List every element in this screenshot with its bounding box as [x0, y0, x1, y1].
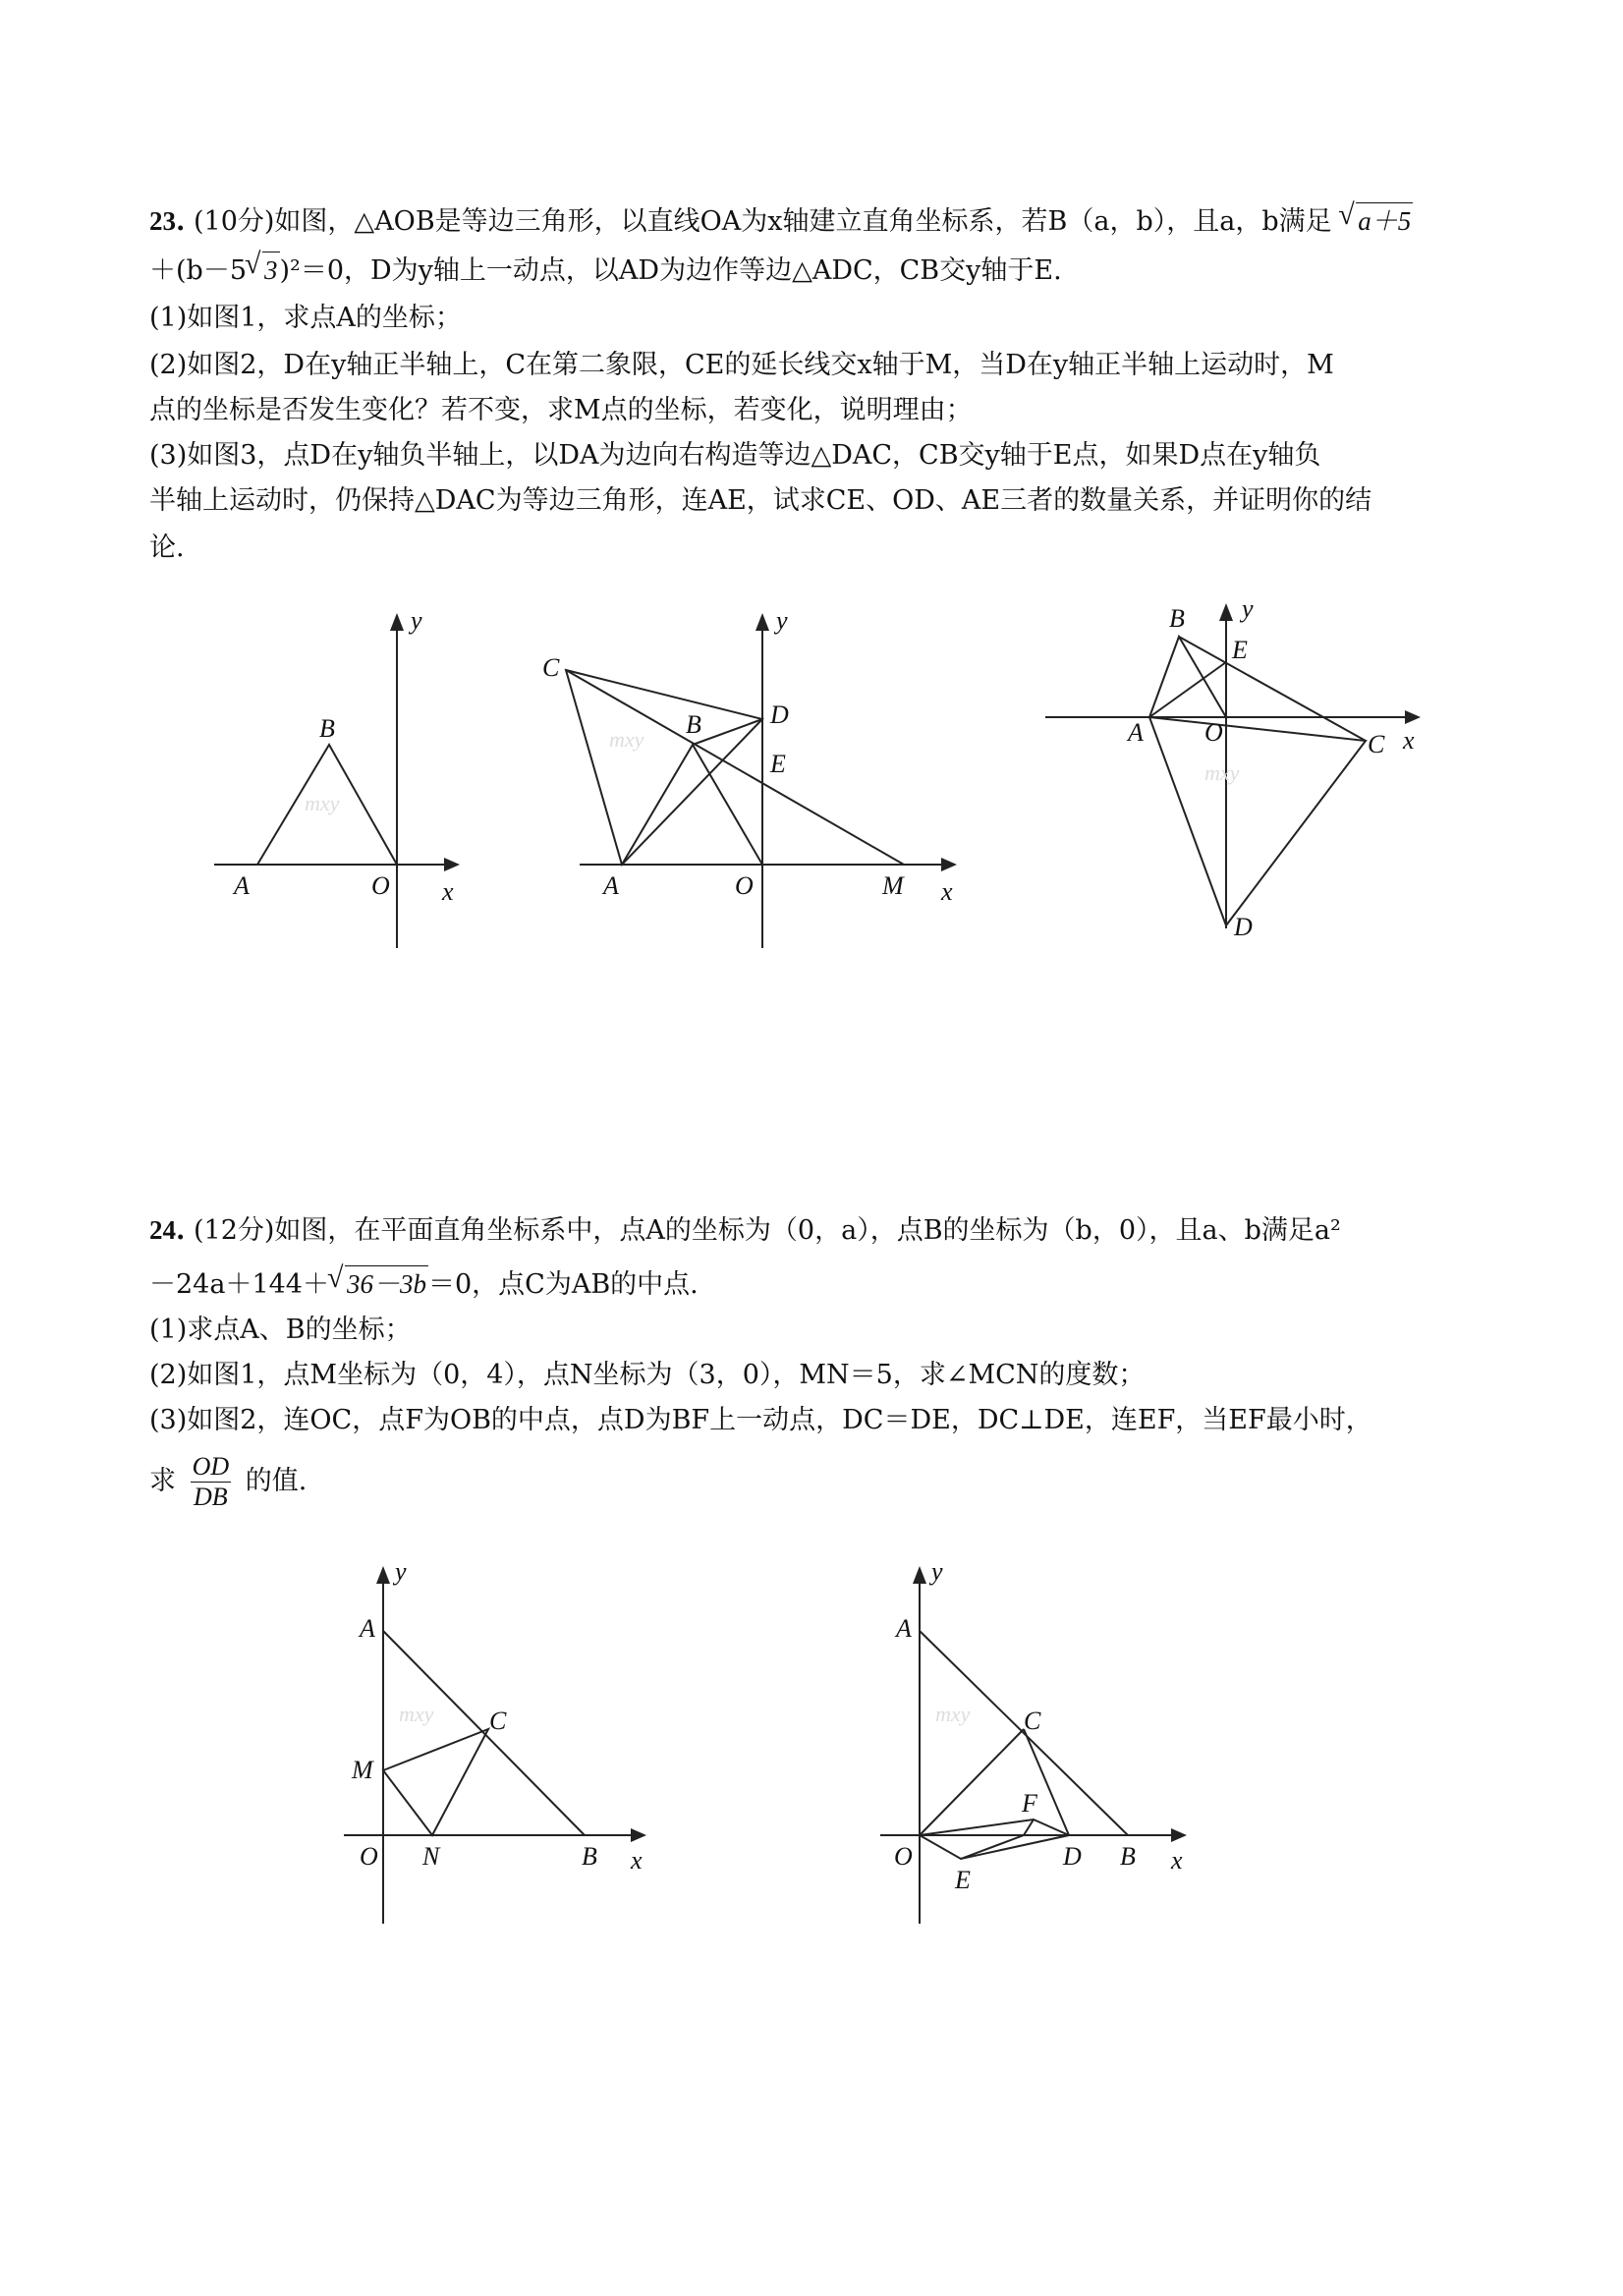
label-x: x	[1171, 1846, 1183, 1875]
q24-line-1: 24. (12分)如图，在平面直角坐标系中，点A的坐标为（0，a），点B的坐标为（b，0），且a、b满足a²	[149, 1215, 1341, 1246]
q23-sqrt-2: √ 3	[262, 252, 280, 288]
x-axis-arrow	[444, 858, 460, 871]
label-b: B	[1120, 1842, 1136, 1871]
q24-part-1: (1)求点A、B的坐标；	[149, 1315, 412, 1345]
label-b: B	[1169, 604, 1185, 633]
triangle-aob	[622, 745, 762, 865]
label-o: O	[360, 1842, 378, 1871]
label-o: O	[894, 1842, 913, 1871]
q23-line-2	[149, 252, 1062, 289]
q23-figure-1	[196, 599, 472, 963]
q24-stem-1: (12分)如图，在平面直角坐标系中，点A的坐标为（0，a），点B的坐标为（b，0），且a、b满足a²	[194, 1215, 1341, 1246]
q24-number: 24	[149, 1215, 176, 1245]
triangle-dac	[1149, 717, 1366, 925]
fraction-denominator: DB	[194, 1483, 228, 1511]
q24-stem-2a: －24a＋144＋	[149, 1269, 329, 1300]
x-axis-arrow	[1171, 1828, 1187, 1842]
q24-figure-2	[874, 1552, 1208, 1935]
q23-part-1: (1)如图1，求点A的坐标；	[149, 303, 462, 333]
label-y: y	[395, 1557, 407, 1586]
q24-part-3-answer-line	[149, 1452, 307, 1512]
q23-stem-2b: )²＝0，D为y轴上一动点，以AD为边作等边△ADC，CB交y轴于E.	[279, 255, 1062, 286]
line-oc	[920, 1729, 1024, 1835]
q23-part-3-line-2: 半轴上运动时，仍保持△DAC为等边三角形，连AE，试求CE、OD、AE三者的数量关系，并证明你的结	[149, 485, 1372, 516]
label-b: B	[686, 710, 701, 739]
x-axis-arrow	[941, 858, 957, 871]
q23-sqrt-1: √ a＋5	[1356, 202, 1413, 239]
label-m: M	[882, 871, 904, 900]
watermark: mxy	[305, 791, 340, 815]
q23-stem-1: (10分)如图，△AOB是等边三角形，以直线OA为x轴建立直角坐标系，若B（a，b），且a，b满足	[194, 206, 1332, 237]
label-e: E	[1232, 636, 1248, 664]
triangle-def	[920, 1820, 1069, 1859]
label-y: y	[411, 606, 422, 635]
fraction-numerator: OD	[192, 1452, 230, 1481]
q24-line-2	[149, 1265, 699, 1303]
q23-figure-2	[531, 599, 973, 963]
line-cm	[566, 670, 904, 865]
label-a: A	[1128, 718, 1144, 747]
label-x: x	[1403, 726, 1415, 755]
line-bd	[693, 719, 762, 745]
label-c: C	[1024, 1707, 1041, 1735]
label-c: C	[542, 653, 560, 682]
line-fc	[1024, 1820, 1034, 1835]
label-o: O	[735, 871, 754, 900]
label-e: E	[770, 750, 786, 778]
y-axis-arrow	[390, 613, 404, 631]
label-d: D	[1234, 913, 1253, 941]
label-x: x	[442, 877, 454, 906]
label-m: M	[352, 1756, 373, 1784]
label-y: y	[1242, 594, 1254, 623]
label-d: D	[1063, 1842, 1082, 1871]
watermark: mxy	[1204, 760, 1240, 785]
q24-fraction	[191, 1452, 232, 1512]
q23-part-3-line-3: 论.	[149, 532, 185, 563]
label-b: B	[582, 1842, 597, 1871]
q23-stem-2a: ＋(b－5	[149, 255, 247, 286]
label-c: C	[1368, 730, 1385, 758]
y-axis-arrow	[1219, 603, 1233, 621]
q23-number: 23	[149, 206, 176, 236]
watermark: mxy	[609, 727, 644, 752]
label-a: A	[360, 1614, 375, 1643]
q24-part-3-post: 的值.	[245, 1466, 308, 1496]
label-c: C	[489, 1707, 507, 1735]
label-o: O	[371, 871, 390, 900]
q23-part-3-line-1: (3)如图3，点D在y轴负半轴上，以DA为边向右构造等边△DAC，CB交y轴于E点，如果D点在y轴负	[149, 440, 1321, 471]
x-axis-arrow	[1405, 710, 1421, 724]
label-f: F	[1022, 1789, 1037, 1818]
q23-figure-3	[1041, 589, 1454, 953]
y-axis-arrow	[756, 613, 769, 631]
line-ae	[1149, 662, 1226, 717]
label-a: A	[896, 1614, 912, 1643]
label-b: B	[319, 714, 335, 743]
label-x: x	[941, 877, 953, 906]
q24-stem-2b: ＝0，点C为AB的中点.	[428, 1269, 699, 1300]
label-d: D	[770, 700, 789, 729]
q24-figure-1	[334, 1552, 668, 1935]
triangle-aob	[1149, 637, 1226, 717]
q24-sqrt: √ 36－3b	[345, 1265, 428, 1302]
y-axis-arrow	[913, 1566, 926, 1584]
x-axis-arrow	[631, 1828, 646, 1842]
triangle-mcn	[383, 1729, 488, 1835]
q23-part-2-line-1: (2)如图2，D在y轴正半轴上，C在第二象限，CE的延长线交x轴于M，当D在y轴正半轴上运动时，M	[149, 350, 1334, 380]
label-e: E	[955, 1866, 971, 1894]
label-o: O	[1204, 718, 1223, 747]
label-n: N	[422, 1842, 440, 1871]
line-ab	[383, 1631, 585, 1835]
label-a: A	[603, 871, 619, 900]
y-axis-arrow	[376, 1566, 390, 1584]
label-a: A	[234, 871, 250, 900]
label-y: y	[776, 606, 788, 635]
label-x: x	[631, 1846, 643, 1875]
q24-part-2: (2)如图1，点M坐标为（0，4），点N坐标为（3，0），MN＝5，求∠MCN的度数；	[149, 1360, 1146, 1390]
watermark: mxy	[399, 1702, 434, 1726]
watermark: mxy	[935, 1702, 971, 1726]
q24-part-3: (3)如图2，连OC，点F为OB的中点，点D为BF上一动点，DC＝DE，DC⊥DE，连EF，当EF最小时，	[149, 1405, 1372, 1435]
q23-line-1: 23. (10分)如图，△AOB是等边三角形，以直线OA为x轴建立直角坐标系，若B（a，b），且a，b满足 √ a＋5	[149, 202, 1413, 240]
q24-part-3-pre: 求	[149, 1466, 176, 1496]
q23-part-2-line-2: 点的坐标是否发生变化？若不变，求M点的坐标，若变化，说明理由；	[149, 395, 973, 425]
label-y: y	[931, 1557, 943, 1586]
